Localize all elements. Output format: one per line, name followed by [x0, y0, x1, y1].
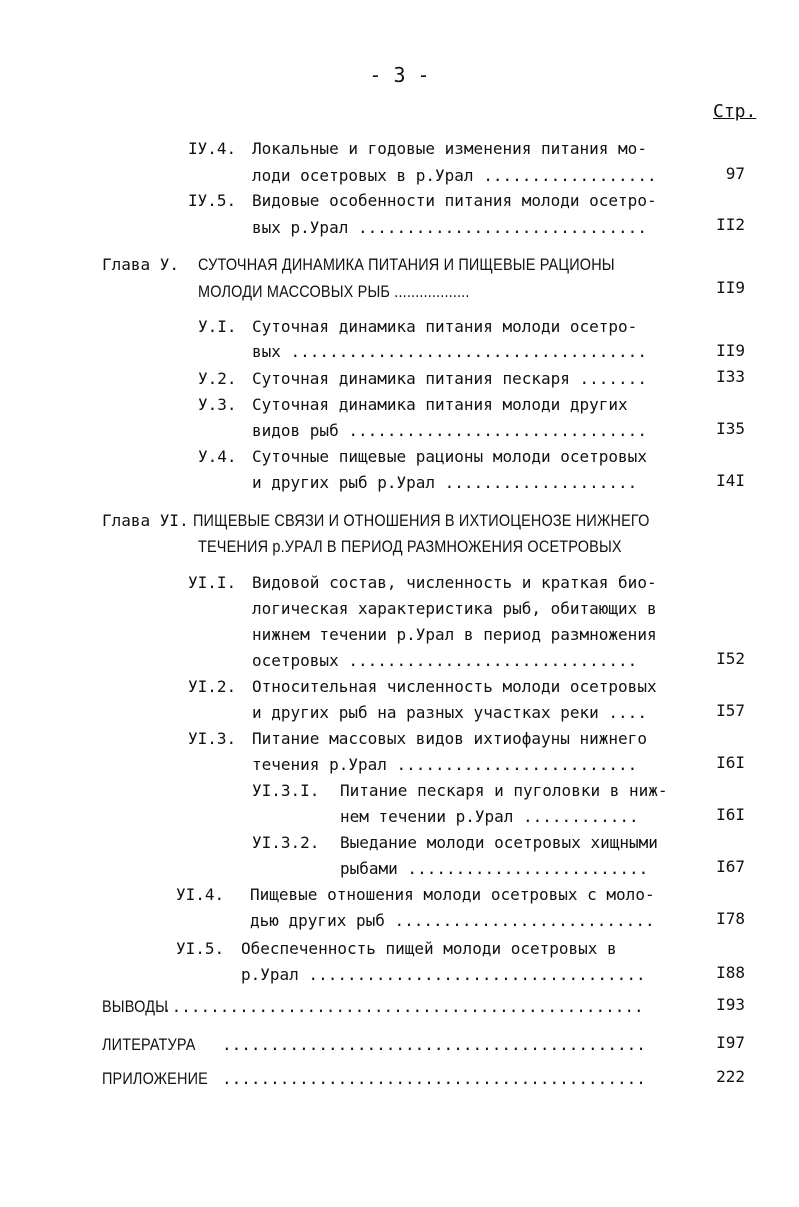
dot-leader: ............................................ [222, 1069, 646, 1088]
section-number: УI.4. [176, 885, 225, 904]
page-ref: I97 [716, 1033, 745, 1052]
subsection-title-cont: нем течении р.Урал ............ [340, 807, 639, 826]
chapter-title: СУТОЧНАЯ ДИНАМИКА ПИТАНИЯ И ПИЩЕВЫЕ РАЦИОНЫ [198, 255, 615, 274]
subsection-title: Питание пескаря и пуголовки в ниж- [340, 781, 668, 800]
page-ref: I6I [716, 805, 745, 824]
subsection-title: Выедание молоди осетровых хищными [340, 833, 658, 852]
page-ref: I67 [716, 857, 745, 876]
section-title-cont: и других рыб р.Урал .................... [252, 473, 638, 492]
pages-column-header: Стр. [713, 101, 757, 122]
subsection-number: УI.3.I. [252, 781, 320, 800]
section-title: Видовые особенности питания молоди осетро- [252, 191, 657, 210]
page-ref: I78 [716, 909, 745, 928]
section-title: Суточная динамика питания пескаря ....... [252, 369, 647, 388]
appendix-title: ПРИЛОЖЕНИЕ [102, 1069, 208, 1088]
page-ref: I6I [716, 753, 745, 772]
section-number: У.3. [198, 395, 237, 414]
section-title-cont: дью других рыб ........................... [250, 911, 655, 930]
section-title-cont: и других рыб на разных участках реки .... [252, 703, 647, 722]
section-title: Относительная численность молоди осетровых [252, 677, 657, 696]
section-title: Видовой состав, численность и краткая био- [252, 573, 657, 592]
page-ref: I88 [716, 963, 745, 982]
page-ref: I52 [716, 649, 745, 668]
page-ref: I57 [716, 701, 745, 720]
section-number: УI.I. [188, 573, 237, 592]
chapter-label: Глава У. [102, 255, 180, 274]
dot-leader: ............................................ [222, 1035, 646, 1054]
references-title: ЛИТЕРАТУРА [102, 1035, 196, 1054]
section-title: Пищевые отношения молоди осетровых с моло- [250, 885, 655, 904]
conclusions-title: ВЫВОДЫ [102, 997, 169, 1016]
section-title-cont: логическая характеристика рыб, обитающих в [252, 599, 657, 618]
section-title-cont: вых р.Урал .............................. [252, 218, 647, 237]
section-title: Локальные и годовые изменения питания мо- [252, 139, 647, 158]
subsection-number: УI.3.2. [252, 833, 320, 852]
section-title: Суточная динамика питания молоди осетро- [252, 317, 638, 336]
page-ref: II9 [716, 278, 745, 297]
chapter-title-cont: ТЕЧЕНИЯ р.УРАЛ В ПЕРИОД РАЗМНОЖЕНИЯ ОСЕТРОВЫХ [198, 537, 622, 556]
section-title-cont: вых ..................................... [252, 342, 647, 361]
section-number: УI.3. [188, 729, 237, 748]
section-title: Суточные пищевые рационы молоди осетровых [252, 447, 647, 466]
section-title-cont: осетровых .............................. [252, 651, 638, 670]
section-number: У.4. [198, 447, 237, 466]
page-ref: I35 [716, 419, 745, 438]
page-ref: I33 [716, 367, 745, 386]
section-title: Суточная динамика питания молоди других [252, 395, 628, 414]
page-ref: 97 [725, 164, 745, 183]
chapter-title: ПИЩЕВЫЕ СВЯЗИ И ОТНОШЕНИЯ В ИХТИОЦЕНОЗЕ НИЖНЕГО [193, 511, 650, 530]
subsection-title-cont: рыбами ......................... [340, 859, 649, 878]
page-ref: I4I [716, 471, 745, 490]
page-ref: I93 [716, 995, 745, 1014]
section-title: Питание массовых видов ихтиофауны нижнего [252, 729, 647, 748]
section-title-cont: течения р.Урал ......................... [252, 755, 638, 774]
dot-leader: .................................................. [162, 997, 644, 1016]
section-title-cont: видов рыб ............................... [252, 421, 647, 440]
page-ref: II2 [716, 215, 745, 234]
section-title-cont: нижнем течении р.Урал в период размножения [252, 625, 657, 644]
section-title-cont: р.Урал ................................... [241, 965, 646, 984]
section-number: У.I. [198, 317, 237, 336]
section-number: IУ.5. [188, 191, 237, 210]
section-title-cont: лоди осетровых в р.Урал .................. [252, 166, 657, 185]
section-number: УI.2. [188, 677, 237, 696]
chapter-title-cont: МОЛОДИ МАССОВЫХ РЫБ .................. [198, 282, 470, 301]
chapter-label: Глава УI. [102, 511, 189, 530]
page-ref: 222 [716, 1067, 745, 1086]
page-number: - 3 - [369, 63, 430, 87]
section-number: У.2. [198, 369, 237, 388]
section-title: Обеспеченность пищей молоди осетровых в [241, 939, 617, 958]
section-number: IУ.4. [188, 139, 237, 158]
section-number: УI.5. [176, 939, 225, 958]
page-ref: II9 [716, 341, 745, 360]
